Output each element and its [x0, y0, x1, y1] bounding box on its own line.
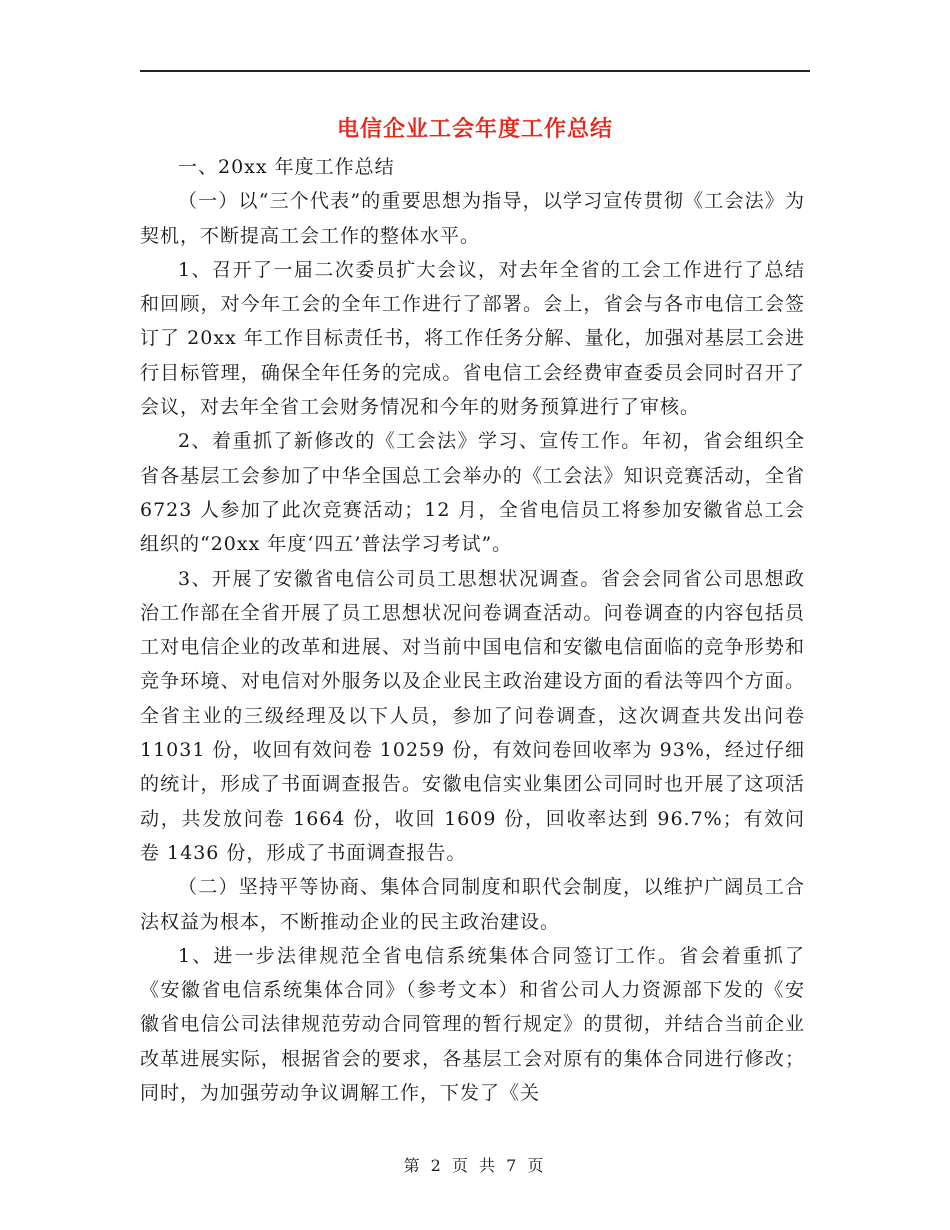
- paragraph: （一）以“三个代表”的重要思想为指导，以学习宣传贯彻《工会法》为契机，不断提高工会工作的整体水平。: [140, 190, 805, 247]
- header-rule: [140, 70, 810, 72]
- paragraph: 1、召开了一届二次委员扩大会议，对去年全省的工会工作进行了总结和回顾，对今年工会的全年工作进行了部署。会上，省会与各市电信工会签订了 20xx 年工作目标责任书，将工作任务分解、量化，加强对基层工会进行目标管理，确保全年任务的完成。省电信工会经费审查委员会同时召开了会议，对去年全省工会财务情况和今年的财务预算进行了审核。: [140, 258, 805, 419]
- document-body: [140, 150, 805, 1110]
- paragraph: 3、开展了安徽省电信公司员工思想状况调查。省会会同省公司思想政治工作部在全省开展了员工思想状况问卷调查活动。问卷调查的内容包括员工对电信企业的改革和进展、对当前中国电信和安徽电信面临的竞争形势和竞争环境、对电信对外服务以及企业民主政治建设方面的看法等四个方面。全省主业的三级经理及以下人员，参加了问卷调查，这次调查共发出问卷 11031 份，收回有效问卷 10259 份，有效问卷回收率为 93%，经过仔细的统计，形成了书面调查报告。安徽电信实业集团公司同时也开展了这项活动，共发放问卷 1664 份，收回 1609 份，回收率达到 96.7%；有效问卷 1436 份，形成了书面调查报告。: [140, 567, 805, 864]
- document-title: 电信企业工会年度工作总结: [336, 117, 613, 142]
- paragraph: （二）坚持平等协商、集体合同制度和职代会制度，以维护广阔员工合法权益为根本，不断推动企业的民主政治建设。: [140, 876, 805, 933]
- paragraph: 2、着重抓了新修改的《工会法》学习、宣传工作。年初，省会组织全省各基层工会参加了中华全国总工会举办的《工会法》知识竞赛活动，全省 6723 人参加了此次竞赛活动；12 月，全省电信员工将参加安徽省总工会组织的“20xx 年度‘四五’普法学习考试”。: [140, 430, 805, 556]
- section-heading: 一、20xx 年度工作总结: [178, 156, 395, 178]
- paragraph: 1、进一步法律规范全省电信系统集体合同签订工作。省会着重抓了《安徽省电信系统集体合同》（参考文本）和省公司人力资源部下发的《安徽省电信公司法律规范劳动合同管理的暂行规定》的贯彻，并结合当前企业改革进展实际，根据省会的要求，各基层工会对原有的集体合同进行修改；同时，为加强劳动争议调解工作，下发了《关: [140, 944, 805, 1105]
- page-number: 第 2 页 共 7 页: [403, 1156, 547, 1175]
